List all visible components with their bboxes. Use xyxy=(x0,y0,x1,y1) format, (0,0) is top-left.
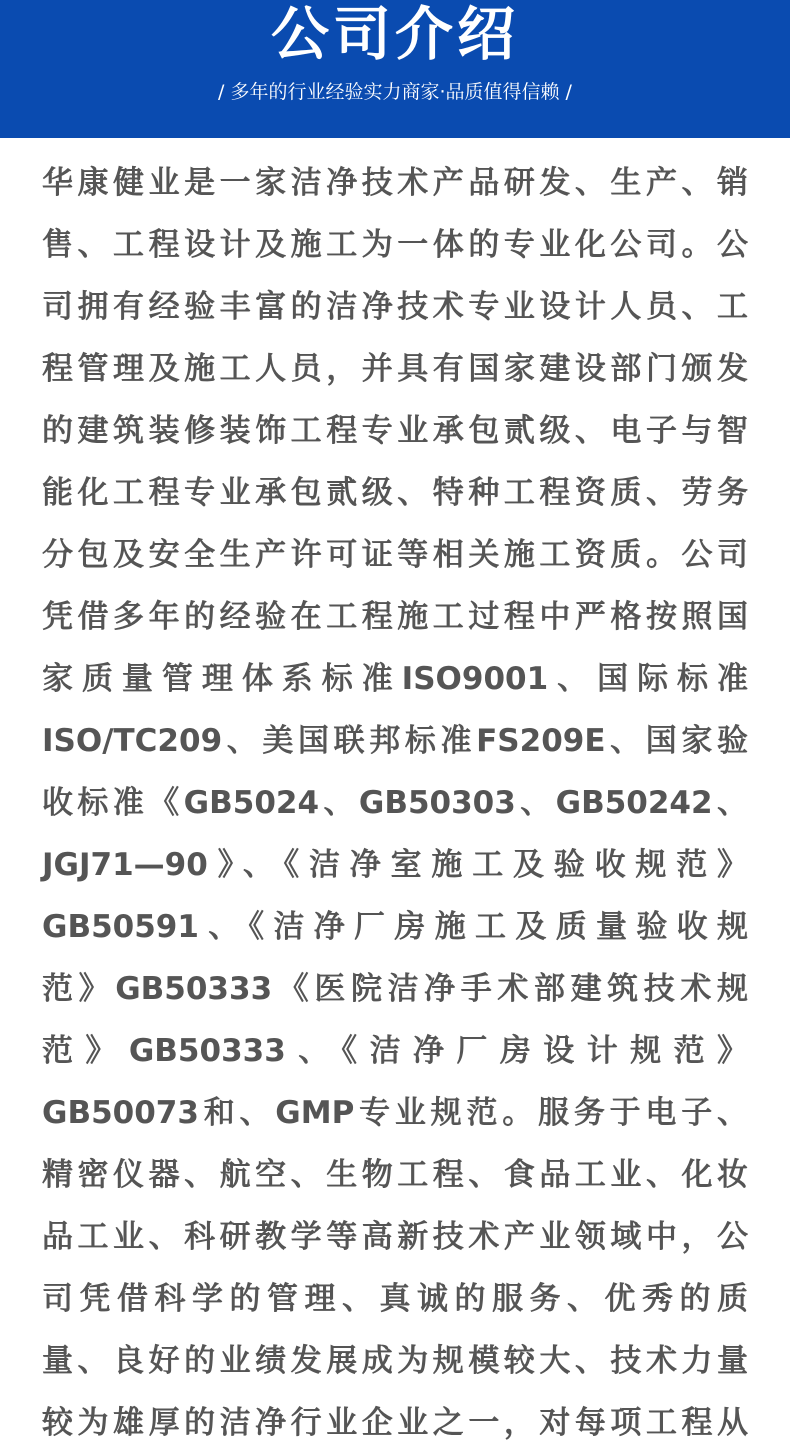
text-line: 较为雄厚的洁净行业企业之一，对每项工程从 xyxy=(42,1405,748,1441)
text-line: JGJ71—90》、《洁净室施工及验收规范》 xyxy=(42,847,748,883)
text-line: 品工业、科研教学等高新技术产业领域中，公 xyxy=(42,1219,748,1255)
text-line: 的建筑装修装饰工程专业承包贰级、电子与智 xyxy=(42,413,748,449)
text-line: GB50073和、GMP专业规范。服务于电子、 xyxy=(42,1095,748,1131)
text-line: GB50591、《洁净厂房施工及质量验收规 xyxy=(42,909,748,945)
text-line: 售、工程设计及施工为一体的专业化公司。公 xyxy=(42,227,748,263)
text-line: 精密仪器、航空、生物工程、食品工业、化妆 xyxy=(42,1157,748,1193)
text-line: 量、良好的业绩发展成为规模较大、技术力量 xyxy=(42,1343,748,1379)
text-line: 司拥有经验丰富的洁净技术专业设计人员、工 xyxy=(42,289,748,325)
text-line: ISO/TC209、美国联邦标准FS209E、国家验 xyxy=(42,723,748,759)
text-line: 华康健业是一家洁净技术产品研发、生产、销 xyxy=(42,165,748,201)
text-line: 司凭借科学的管理、真诚的服务、优秀的质 xyxy=(42,1281,748,1317)
page-title: 公司介绍 xyxy=(270,0,519,68)
company-intro-text xyxy=(42,152,748,1441)
text-line: 范》GB50333《医院洁净手术部建筑技术规 xyxy=(42,971,748,1007)
text-line: 程管理及施工人员，并具有国家建设部门颁发 xyxy=(42,351,748,387)
page-header xyxy=(0,0,790,138)
text-line: 家质量管理体系标准ISO9001、国际标准 xyxy=(42,661,748,697)
text-line: 凭借多年的经验在工程施工过程中严格按照国 xyxy=(42,599,748,635)
text-line: 范》GB50333、《洁净厂房设计规范》 xyxy=(42,1033,748,1069)
text-line: 收标准《GB5024、GB50303、GB50242、 xyxy=(42,785,748,821)
page-subtitle: / 多年的行业经验实力商家·品质值得信赖 / xyxy=(218,81,572,103)
text-line: 分包及安全生产许可证等相关施工资质。公司 xyxy=(42,537,748,573)
text-line: 能化工程专业承包贰级、特种工程资质、劳务 xyxy=(42,475,748,511)
